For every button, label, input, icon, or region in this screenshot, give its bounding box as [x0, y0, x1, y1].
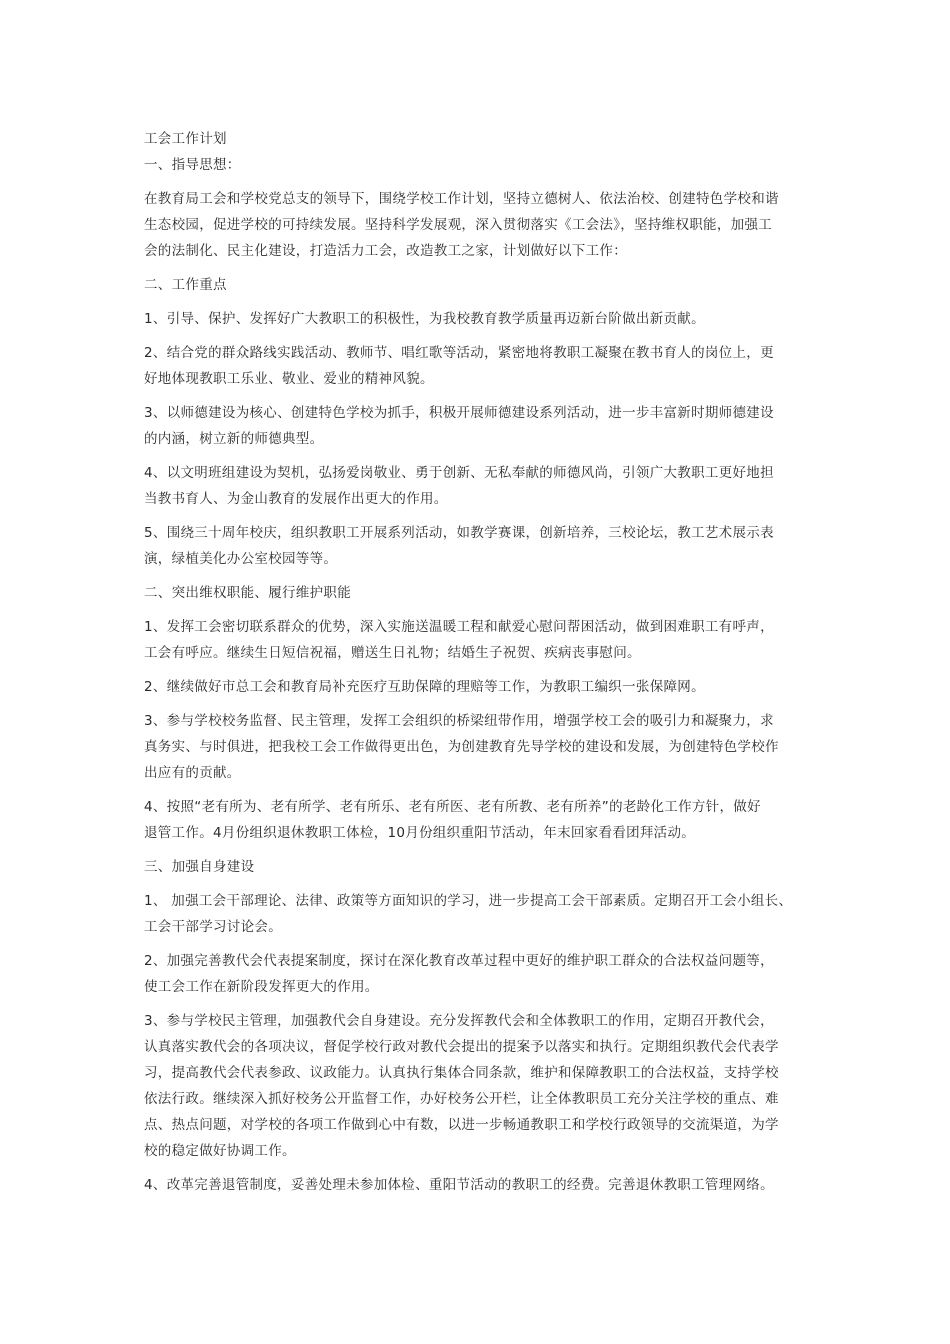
text-line: 当教书育人、为金山教育的发展作出更大的作用。 [144, 491, 448, 507]
paragraph [144, 460, 820, 512]
text-line: 4、按照“老有所为、老有所学、老有所乐、老有所医、老有所教、老有所养”的老龄化工作方针，做好 [144, 799, 761, 815]
document-title: 工会工作计划 [144, 131, 227, 147]
text-line: 二、工作重点 [144, 277, 227, 293]
text-line: 认真落实教代会的各项决议，督促学校行政对教代会提出的提案予以落实和执行。定期组织教代会代表学 [144, 1039, 779, 1055]
text-line: 使工会工作在新阶段发挥更大的作用。 [144, 979, 379, 995]
text-line: 在教育局工会和学校党总支的领导下，围绕学校工作计划，坚持立德树人、依法治校、创建特色学校和谐 [144, 191, 779, 207]
text-line: 3、参与学校校务监督、民主管理，发挥工会组织的桥梁纽带作用，增强学校工会的吸引力和凝聚力，求 [144, 713, 774, 729]
paragraph [144, 708, 820, 786]
text-line: 1、引导、保护、发挥好广大教职工的积极性，为我校教育教学质量再迈新台阶做出新贡献。 [144, 311, 705, 327]
text-line: 演，绿植美化办公室校园等等。 [144, 551, 338, 567]
text-line: 的内涵，树立新的师德典型。 [144, 431, 324, 447]
text-line: 依法行政。继续深入抓好校务公开监督工作，办好校务公开栏，让全体教职员工充分关注学校的重点、难 [144, 1091, 779, 1107]
text-line: 一、指导思想： [144, 157, 241, 173]
paragraph [144, 794, 820, 846]
section-heading [144, 152, 820, 178]
text-line: 出应有的贡献。 [144, 765, 241, 781]
text-line: 2、结合党的群众路线实践活动、教师节、唱红歌等活动，紧密地将教职工凝聚在教书育人的岗位上，更 [144, 345, 774, 361]
text-line: 3、参与学校民主管理，加强教代会自身建设。充分发挥教代会和全体教职工的作用，定期召开教代会， [144, 1013, 774, 1029]
paragraph [144, 1008, 820, 1164]
text-line: 真务实、与时俱进，把我校工会工作做得更出色，为创建教育先导学校的建设和发展，为创建特色学校作 [144, 739, 779, 755]
text-line: 三、加强自身建设 [144, 859, 255, 875]
paragraph [144, 186, 820, 264]
text-line: 4、改革完善退管制度，妥善处理未参加体检、重阳节活动的教职工的经费。完善退休教职工管理网络。 [144, 1177, 774, 1193]
text-line: 点、热点问题，对学校的各项工作做到心中有数，以进一步畅通教职工和学校行政领导的交流渠道，为学 [144, 1117, 779, 1133]
paragraph [144, 340, 820, 392]
text-line: 退管工作。4月份组织退休教职工体检，10月份组织重阳节活动，年末回家看看团拜活动。 [144, 825, 696, 841]
text-line: 校的稳定做好协调工作。 [144, 1143, 296, 1159]
text-line: 4、以文明班组建设为契机，弘扬爱岗敬业、勇于创新、无私奉献的师德风尚，引领广大教职工更好地担 [144, 465, 774, 481]
paragraph [144, 306, 820, 332]
text-line: 2、继续做好市总工会和教育局补充医疗互助保障的理赔等工作，为教职工编织一张保障网。 [144, 679, 705, 695]
document-content [144, 152, 820, 1198]
paragraph [144, 674, 820, 700]
section-heading [144, 854, 820, 880]
paragraph [144, 1172, 820, 1198]
text-line: 5、围绕三十周年校庆，组织教职工开展系列活动，如教学赛课，创新培养，三校论坛，教工艺术展示表 [144, 525, 774, 541]
paragraph [144, 614, 820, 666]
text-line: 1、 加强工会干部理论、法律、政策等方面知识的学习，进一步提高工会干部素质。定期召开工会小组长、 [144, 893, 793, 909]
paragraph [144, 400, 820, 452]
text-line: 生态校园，促进学校的可持续发展。坚持科学发展观，深入贯彻落实《工会法》，坚持维权职能，加强工 [144, 217, 773, 233]
paragraph [144, 520, 820, 572]
text-line: 工会有呼应。继续生日短信祝福，赠送生日礼物；结婚生子祝贺、疾病丧事慰问。 [144, 645, 641, 661]
section-heading [144, 580, 820, 606]
document-body [144, 126, 820, 1198]
text-line: 工会干部学习讨论会。 [144, 919, 282, 935]
section-heading [144, 272, 820, 298]
text-line: 会的法制化、民主化建设，打造活力工会，改造教工之家，计划做好以下工作： [144, 243, 627, 259]
paragraph [144, 948, 820, 1000]
text-line: 二、突出维权职能、履行维护职能 [144, 585, 351, 601]
text-line: 1、发挥工会密切联系群众的优势，深入实施送温暖工程和献爱心慰问帮困活动，做到困难职工有呼声， [144, 619, 774, 635]
text-line: 习，提高教代会代表参政、议政能力。认真执行集体合同条款，维护和保障教职工的合法权益，支持学校 [144, 1065, 779, 1081]
text-line: 2、加强完善教代会代表提案制度，探讨在深化教育改革过程中更好的维护职工群众的合法权益问题等， [144, 953, 774, 969]
text-line: 好地体现教职工乐业、敬业、爱业的精神风貌。 [144, 371, 434, 387]
text-line: 3、以师德建设为核心、创建特色学校为抓手，积极开展师德建设系列活动，进一步丰富新时期师德建设 [144, 405, 774, 421]
paragraph [144, 888, 820, 940]
